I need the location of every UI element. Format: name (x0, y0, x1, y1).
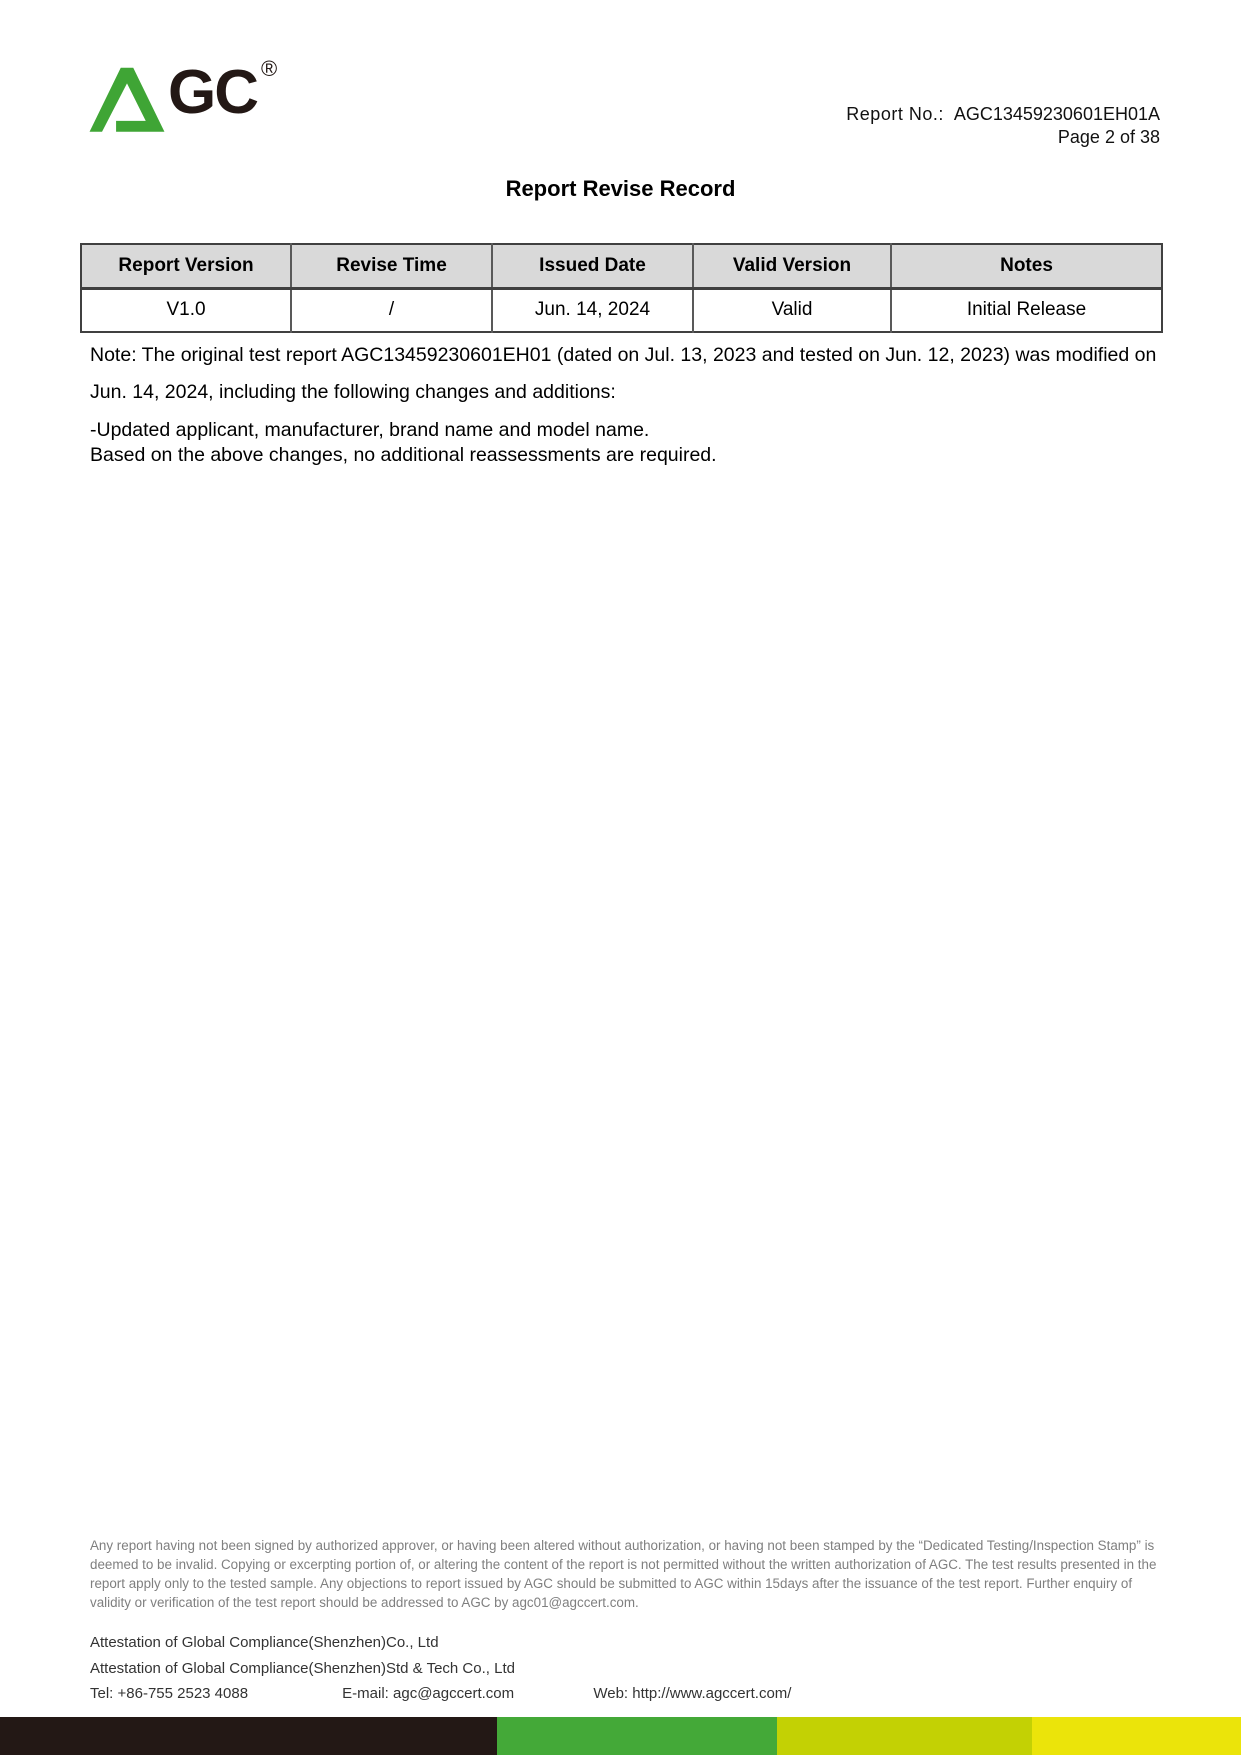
column-header-report-version: Report Version (81, 244, 291, 288)
page-indicator: Page 2 of 38 (1057, 127, 1160, 147)
agc-logo-a-icon (88, 66, 166, 132)
company-name-line2: Attestation of Global Compliance(Shenzhen)Std & Tech Co., Ltd (90, 1659, 515, 1677)
report-number-label: Report No.: (846, 104, 944, 124)
company-name-line1: Attestation of Global Compliance(Shenzhen)Co., Ltd (90, 1634, 439, 1651)
bar-segment-dark (0, 1717, 497, 1755)
contact-line (90, 1681, 1158, 1707)
table-row (81, 288, 1162, 332)
report-number-value: AGC13459230601EH01A (953, 104, 1160, 124)
cell-issued-date: Jun. 14, 2024 (492, 288, 693, 332)
registered-trademark-icon: ® (261, 56, 278, 81)
revise-record-table (80, 243, 1163, 333)
table-header-row (81, 244, 1162, 288)
cell-revise-time: / (291, 288, 492, 332)
cell-notes: Initial Release (891, 288, 1162, 332)
bar-segment-yellow (1032, 1717, 1241, 1755)
note-main-text: Note: The original test report AGC13459230601EH01 (dated on Jul. 13, 2023 and tested on Jun. 12, 2023) was modified on Jun. 14, 2024, including the following changes and additions: (90, 344, 1157, 403)
note-conclusion-line: Based on the above changes, no additional reassessments are required. (90, 444, 717, 466)
column-header-notes: Notes (891, 244, 1162, 288)
cell-report-version: V1.0 (166, 299, 206, 321)
agc-logo-gc-text: GC (168, 58, 257, 127)
note-change-line: -Updated applicant, manufacturer, brand name and model name. (90, 419, 650, 441)
company-info (90, 1630, 1158, 1707)
website-url: Web: http://www.agccert.com/ (593, 1685, 792, 1702)
agc-logo (88, 58, 277, 132)
telephone-number: Tel: +86-755 2523 4088 (90, 1685, 249, 1702)
email-address: E-mail: agc@agccert.com (342, 1685, 515, 1702)
column-header-valid-version: Valid Version (693, 244, 891, 288)
brand-color-bar (0, 1717, 1241, 1755)
page-title: Report Revise Record (505, 176, 736, 201)
bar-segment-yellowgreen (777, 1717, 1032, 1755)
column-header-revise-time: Revise Time (291, 244, 492, 288)
column-header-issued-date: Issued Date (492, 244, 693, 288)
bar-segment-green (497, 1717, 777, 1755)
revision-note (90, 337, 1162, 468)
report-header-info (846, 103, 1160, 149)
cell-valid-version: Valid (693, 288, 891, 332)
report-number-line (846, 103, 1160, 126)
disclaimer-text: Any report having not been signed by authorized approver, or having been altered without authorization, or having not been stamped by the “Dedicated Testing/Inspection Stamp” is deemed to be invalid. Copying or excerpting portion of, or altering the content of the report is not permitted without the written authorization of AGC. The test results presented in the report apply only to the tested sample. Any objections to report issued by AGC should be submitted to AGC within 15days after the issuance of the test report. Further enquiry of validity or verification of the test report should be addressed to AGC by agc01@agccert.com. (90, 1538, 1157, 1610)
